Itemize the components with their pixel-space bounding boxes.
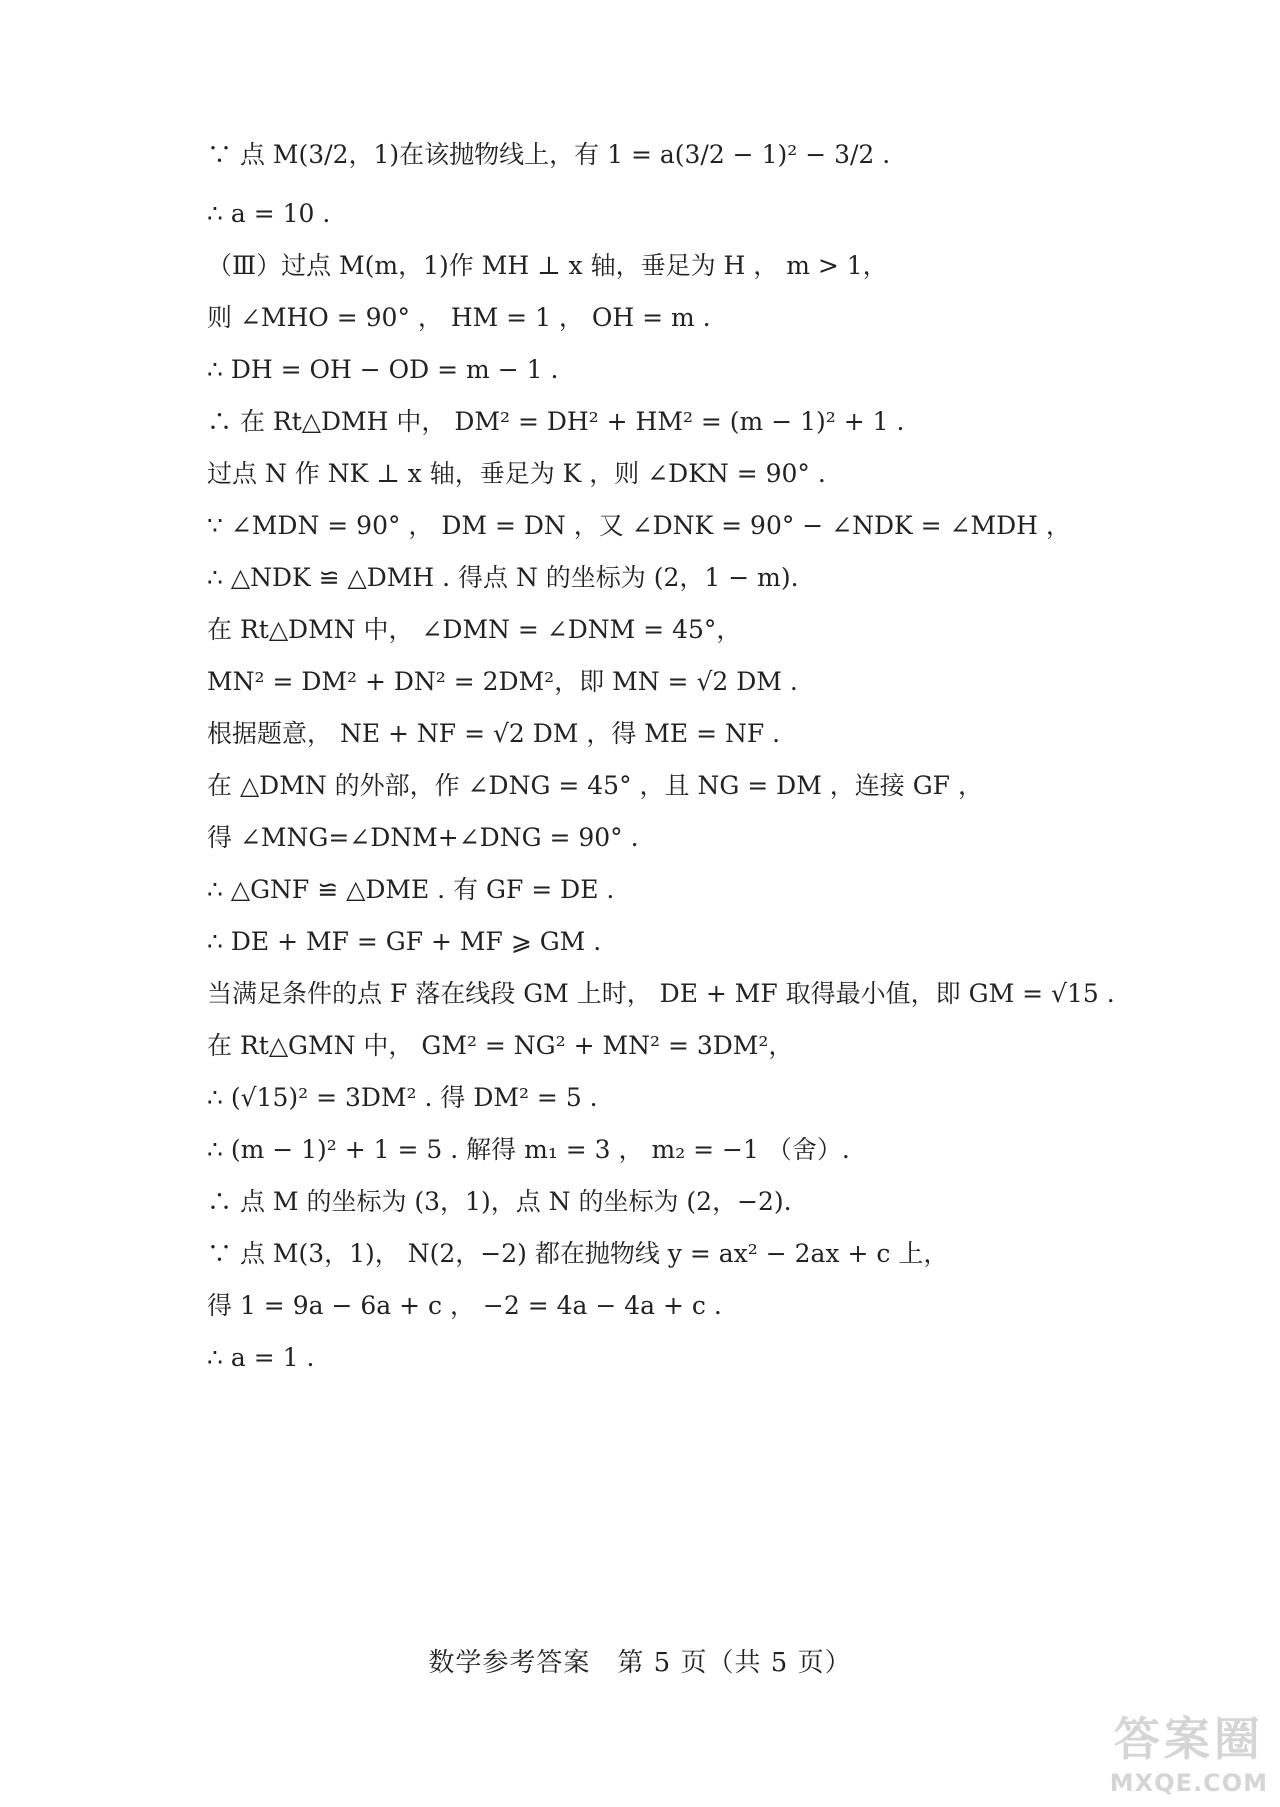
line-8: ∵ ∠MDN = 90° ， DM = DN ，又 ∠DNK = 90° − ∠NDK = ∠MDH ， (207, 511, 1071, 540)
page-footer: 数学参考答案 第 5 页（共 5 页） (428, 1648, 852, 1678)
line-22: ∵ 点 M(3，1)， N(2，−2) 都在抛物线 y = ax² − 2ax + c 上， (207, 1239, 949, 1268)
line-12: 根据题意， NE + NF = √2 DM ，得 ME = NF . (207, 719, 781, 748)
line-11: MN² = DM² + DN² = 2DM²，即 MN = √2 DM . (207, 667, 798, 696)
line-21: ∴ 点 M 的坐标为 (3，1)，点 N 的坐标为 (2，−2). (207, 1187, 792, 1216)
line-2: ∴ a = 10 . (207, 199, 331, 228)
line-3: （Ⅲ）过点 M(m，1)作 MH ⊥ x 轴，垂足为 H ， m > 1， (207, 251, 888, 280)
line-5: ∴ DH = OH − OD = m − 1 . (207, 355, 559, 384)
line-16: ∴ DE + MF = GF + MF ⩾ GM . (207, 927, 602, 956)
line-1: ∵ 点 M(3/2，1)在该抛物线上，有 1 = a(3/2 − 1)² − 3/2 . (207, 140, 891, 169)
line-9: ∴ △NDK ≌ △DMH . 得点 N 的坐标为 (2，1 − m). (207, 563, 799, 592)
watermark-logo: 答案圈 (1113, 1712, 1264, 1766)
line-20: ∴ (m − 1)² + 1 = 5 . 解得 m₁ = 3 ， m₂ = −1 （舍）. (207, 1135, 850, 1164)
line-24: ∴ a = 1 . (207, 1343, 315, 1372)
line-19: ∴ (√15)² = 3DM² . 得 DM² = 5 . (207, 1083, 598, 1112)
line-4: 则 ∠MHO = 90° ， HM = 1 ， OH = m . (207, 303, 711, 332)
line-13: 在 △DMN 的外部，作 ∠DNG = 45° ，且 NG = DM ，连接 GF ， (207, 771, 983, 800)
line-7: 过点 N 作 NK ⊥ x 轴，垂足为 K ，则 ∠DKN = 90° . (207, 459, 826, 488)
line-23: 得 1 = 9a − 6a + c ， −2 = 4a − 4a + c . (207, 1291, 722, 1320)
line-18: 在 Rt△GMN 中， GM² = NG² + MN² = 3DM²， (207, 1031, 794, 1060)
line-6: ∴ 在 Rt△DMH 中， DM² = DH² + HM² = (m − 1)² + 1 . (207, 407, 905, 436)
line-15: ∴ △GNF ≌ △DME . 有 GF = DE . (207, 875, 615, 904)
watermark (1110, 1703, 1268, 1797)
line-14: 得 ∠MNG=∠DNM+∠DNG = 90° . (207, 823, 639, 852)
watermark-url: MXQE.COM (1109, 1769, 1268, 1797)
line-17: 当满足条件的点 F 落在线段 GM 上时， DE + MF 取得最小值，即 GM = √15 . (207, 979, 1115, 1008)
line-10: 在 Rt△DMN 中， ∠DMN = ∠DNM = 45°， (207, 615, 742, 644)
